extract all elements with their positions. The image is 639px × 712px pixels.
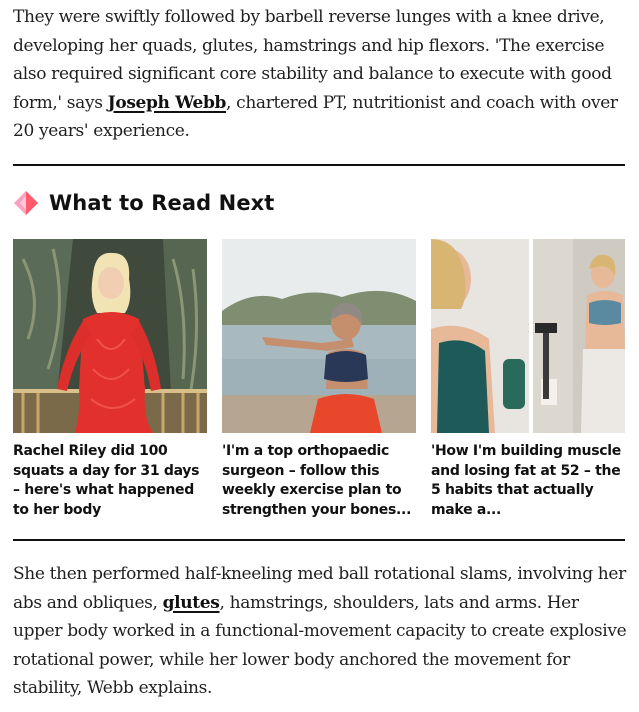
card-title[interactable]: 'I'm a top orthopaedic surgeon – follow this weekly exercise plan to strengthen your bones... (222, 443, 412, 518)
woman-stretching-beach-photo[interactable] (222, 239, 416, 433)
diamond-icon (13, 190, 39, 216)
paragraph-text: , hamstrings, shoulders, lats and arms. Her upper body worked in a functional-movement capacity to create explosive rotational power, while her lower body anchored the movement for stability, Webb explains. (13, 592, 627, 699)
author-link-joseph-webb[interactable]: Joseph Webb (107, 92, 227, 113)
read-next-heading (13, 186, 274, 220)
section-divider (13, 539, 625, 541)
woman-red-dress-photo[interactable] (13, 239, 207, 433)
card-title[interactable]: Rachel Riley did 100 squats a day for 31 days – here's what happened to her body (13, 443, 200, 518)
paragraph-text: They were swiftly followed by barbell reverse lunges with a knee drive, developing her quads, glutes, hamstrings and hip flexors. 'The exercise also required significant core stability and balance to execute with good form,' says (13, 7, 612, 113)
paragraph-text: She then performed half-kneeling med ball rotational slams, involving her abs and obliques, (13, 564, 626, 613)
woman-mirror-selfie-photo[interactable] (431, 239, 625, 433)
glutes-link[interactable]: glutes (162, 592, 220, 613)
article-paragraph (13, 3, 629, 146)
article-paragraph (13, 560, 629, 703)
paragraph-text: , chartered PT, nutritionist and coach with over 20 years' experience. (13, 92, 618, 142)
read-next-card[interactable] (222, 239, 416, 520)
read-next-card[interactable] (13, 239, 207, 520)
read-next-title: What to Read Next (49, 191, 275, 215)
card-title[interactable]: 'How I'm building muscle and losing fat at 52 – the 5 habits that actually make a... (431, 443, 621, 518)
read-next-card[interactable] (431, 239, 625, 520)
section-divider (13, 164, 625, 166)
